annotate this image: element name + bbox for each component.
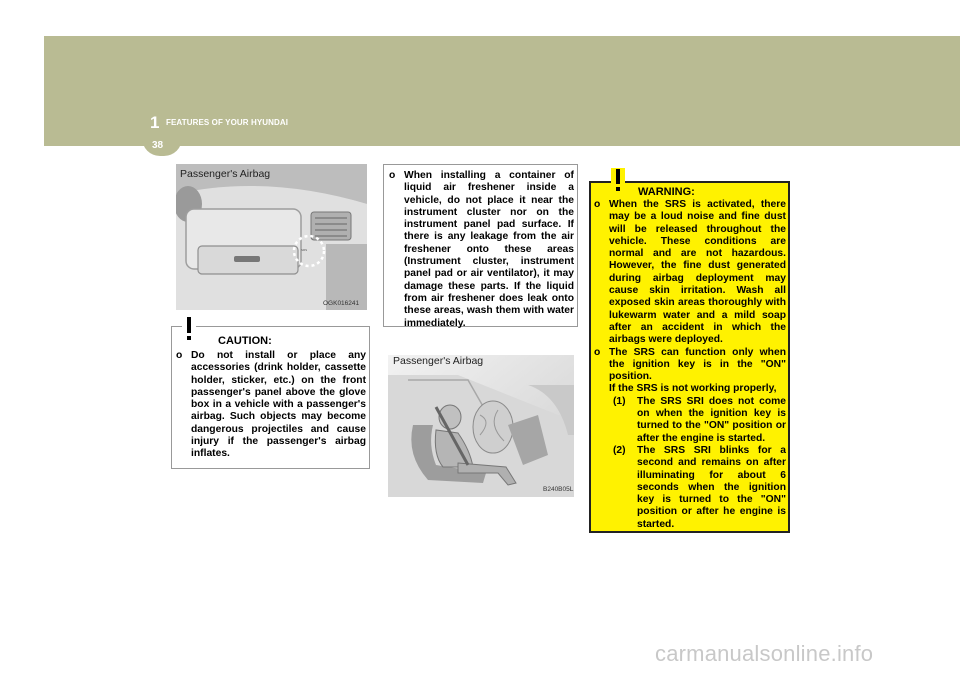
watermark: carmanualsonline.info <box>655 641 874 666</box>
warning-item <box>594 199 786 347</box>
caution-item <box>176 350 366 461</box>
subitem-text: The SRS SRI does not come on when the ignition key is turned to the "ON" position or after the engine is started. <box>637 395 786 444</box>
subitem-number: (2) <box>613 444 626 456</box>
bullet-marker: o <box>176 350 183 361</box>
warning-subitem <box>613 396 786 445</box>
figure-label: Passenger's Airbag <box>393 355 484 367</box>
warning-item <box>594 347 786 531</box>
bullet-marker: o <box>594 346 601 358</box>
warning-text: If the SRS is not working properly, <box>609 383 777 395</box>
figure-code: B240B05L <box>543 486 574 493</box>
warning-text: When the SRS is activated, there may be a loud noise and fine dust will be released throughout the vehicle. These conditions are normal and are not hazardous. However, the fine dust generated during airbag deployment may cause skin irritation. Wash all exposed skin areas thoroughly with lukewarm water and a mild soap after an accident in which the airbags were deployed. <box>609 199 786 346</box>
svg-text:SRS: SRS <box>301 248 308 252</box>
passenger-airbag-deployment-illustration <box>388 355 574 497</box>
figure-label: Passenger's Airbag <box>180 168 271 180</box>
caution-text: Do not install or place any accessories (drink holder, cassette holder, sticker, etc.) on the front passenger's panel above the glove box in a vehicle with a passenger's airbag. Such objects may become dangerous projectiles and cause injury if the passenger's airbag inflates. <box>191 350 366 460</box>
figure-code: OGK016241 <box>323 300 360 307</box>
exclamation-icon <box>182 317 196 343</box>
page-number: 38 <box>152 140 164 151</box>
subitem-text: The SRS SRI blinks for a second and remains on after illuminating for about 6 seconds when the ignition key is turned to the "ON" position or after he engine is started. <box>637 444 786 530</box>
subitem-number: (1) <box>613 395 626 407</box>
chapter-number: 1 <box>150 113 160 132</box>
bullet-marker: o <box>594 199 601 210</box>
exclamation-icon <box>611 168 625 194</box>
chapter-title: FEATURES OF YOUR HYUNDAI <box>166 118 289 127</box>
caution-title: CAUTION: <box>218 335 272 347</box>
note-item <box>389 170 574 330</box>
warning-body <box>594 199 786 531</box>
air-freshener-note <box>389 170 574 330</box>
caution-body <box>176 350 366 461</box>
dashboard-illustration <box>176 164 367 310</box>
warning-text: The SRS can function only when the ignition key is in the "ON" position. <box>609 346 786 383</box>
bullet-marker: o <box>389 170 396 181</box>
note-text: When installing a container of liquid air freshener inside a vehicle, do not place it near the instrument cluster nor on the instrument panel pad surface. If there is any leakage from the air freshener onto these areas (Instrument cluster, instrument panel pad or air ventilator), it may damage these parts. If the liquid from air freshener does leak onto these areas, wash them with water immediately. <box>404 170 574 329</box>
exclamation-icon <box>358 327 380 347</box>
warning-title: WARNING: <box>638 186 695 198</box>
passenger-airbag-dashboard-photo <box>176 164 367 310</box>
warning-subitem <box>613 445 786 531</box>
header-band <box>44 36 960 146</box>
